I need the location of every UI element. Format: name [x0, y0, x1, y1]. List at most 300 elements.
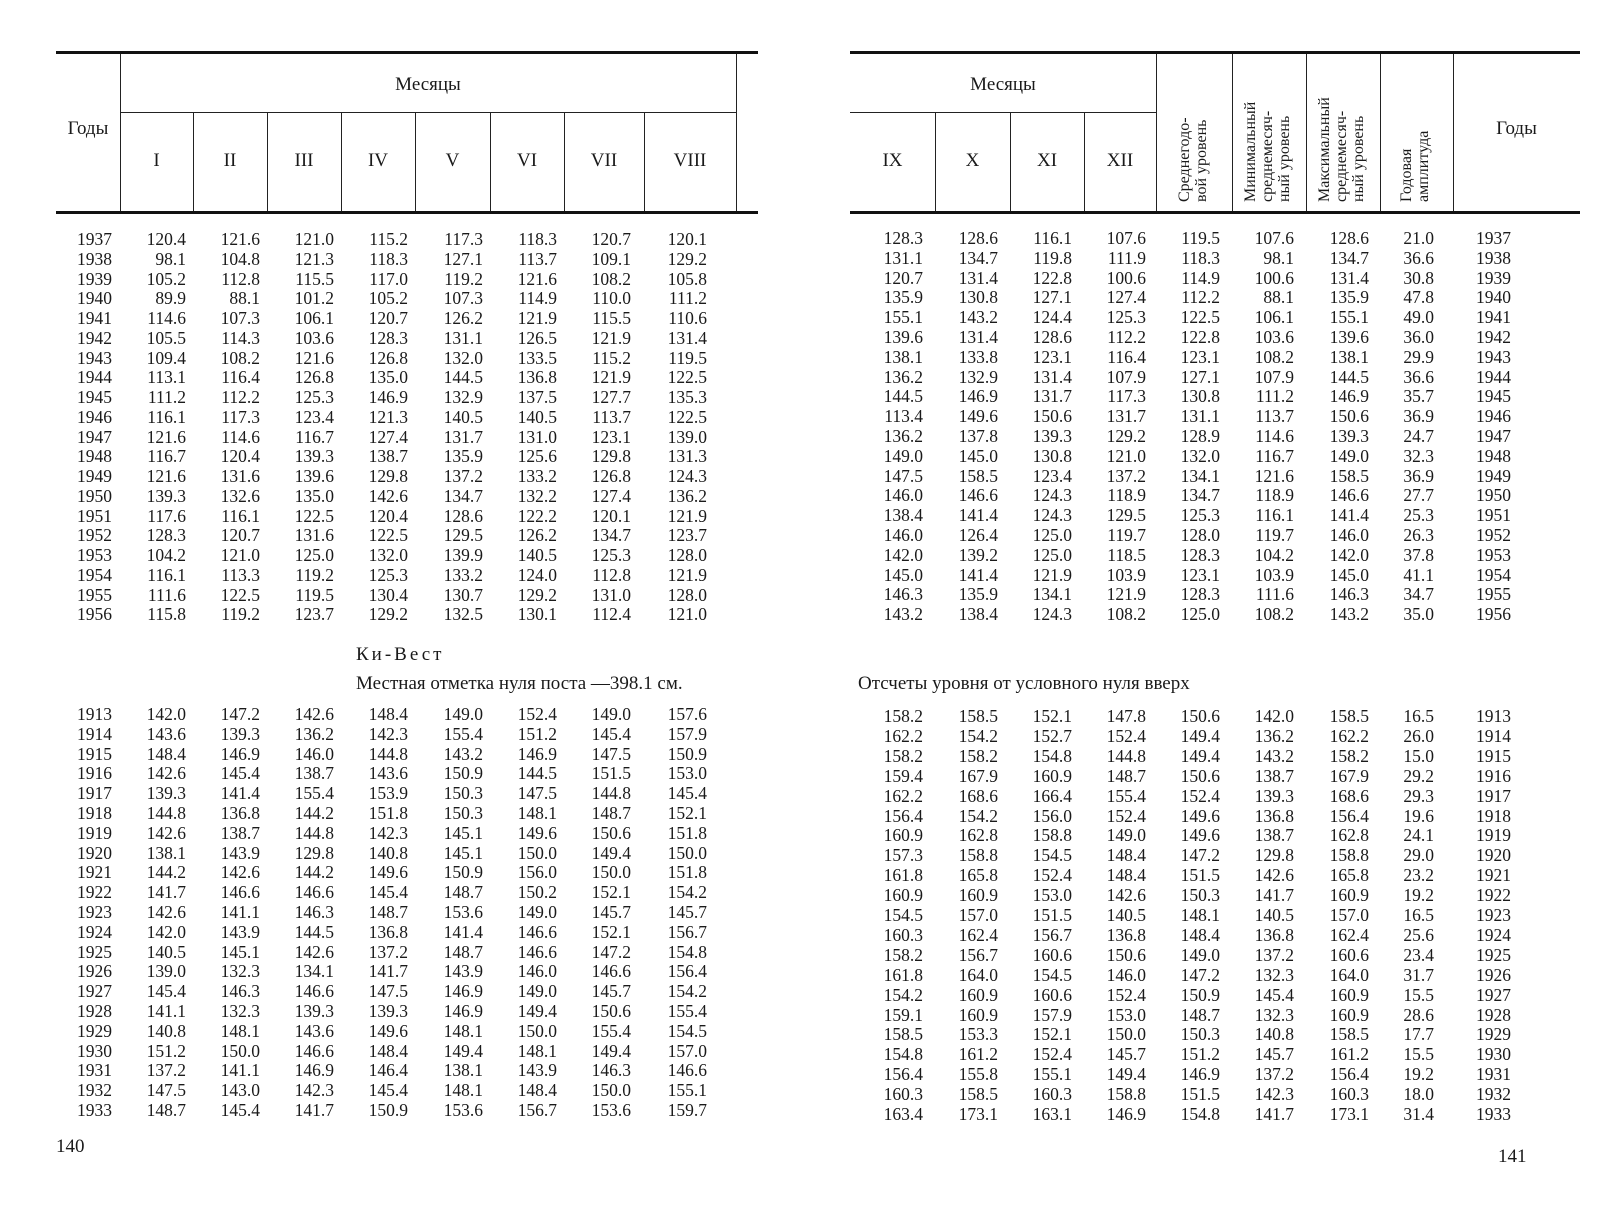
value-cell: 116.4: [221, 367, 260, 388]
value-cell: 149.0: [591, 704, 631, 724]
value-cell: 108.2: [1254, 346, 1294, 367]
value-cell: 121.9: [517, 308, 557, 328]
value-cell: 88.1: [229, 288, 260, 309]
value-cell: 118.5: [1107, 544, 1146, 565]
value-cell: 121.0: [1106, 445, 1146, 466]
value-cell: 150.3: [443, 803, 483, 823]
year-cell: 1925: [1476, 944, 1511, 965]
table-row: [0, 427, 800, 447]
value-cell: 157.9: [667, 723, 707, 744]
value-cell: 115.5: [592, 308, 631, 328]
value-cell: 32.3: [1403, 445, 1434, 466]
value-cell: 116.7: [295, 426, 334, 447]
value-cell: 142.0: [1254, 706, 1294, 726]
value-cell: 150.6: [1180, 706, 1220, 726]
value-cell: 148.4: [1106, 865, 1146, 886]
year-cell: 1919: [77, 822, 112, 843]
value-cell: 150.0: [667, 842, 707, 863]
table-row: [0, 328, 800, 348]
value-cell: 141.4: [958, 564, 998, 585]
value-cell: 107.9: [1254, 366, 1294, 387]
value-cell: 18.0: [1403, 1084, 1434, 1105]
value-cell: 145.1: [220, 941, 260, 962]
value-cell: 151.2: [146, 1040, 186, 1061]
value-cell: 134.7: [1180, 485, 1220, 506]
value-cell: 120.4: [220, 446, 260, 467]
table-row: [0, 506, 800, 526]
value-cell: 150.6: [1032, 406, 1072, 427]
value-cell: 148.7: [443, 882, 483, 903]
year-cell: 1927: [77, 981, 112, 1002]
table-row: [800, 287, 1600, 307]
value-cell: 150.9: [1180, 984, 1220, 1005]
value-cell: 155.4: [591, 1020, 631, 1041]
value-cell: 151.2: [1180, 1044, 1220, 1065]
year-cell: 1942: [1476, 327, 1511, 347]
value-cell: 139.3: [1254, 785, 1294, 806]
value-cell: 16.5: [1403, 706, 1434, 726]
value-cell: 146.6: [517, 941, 557, 962]
value-cell: 168.6: [1329, 785, 1369, 806]
year-cell: 1946: [1476, 406, 1511, 427]
value-cell: 121.3: [294, 248, 334, 269]
value-cell: 154.5: [883, 905, 923, 925]
year-cell: 1949: [1476, 465, 1511, 486]
value-cell: 146.6: [667, 1060, 707, 1081]
value-cell: 128.3: [368, 327, 408, 348]
value-cell: 146.9: [294, 1060, 334, 1081]
value-cell: 160.3: [1329, 1084, 1369, 1105]
value-cell: 146.0: [1329, 525, 1369, 545]
value-cell: 156.7: [958, 944, 998, 965]
value-cell: 147.5: [883, 465, 923, 486]
value-cell: 146.9: [1329, 386, 1369, 407]
value-cell: 141.4: [220, 783, 260, 804]
value-cell: 121.9: [591, 327, 631, 348]
value-cell: 30.8: [1403, 267, 1434, 288]
value-cell: 142.6: [146, 763, 186, 784]
value-cell: 115.8: [147, 604, 186, 625]
value-cell: 162.4: [1329, 924, 1369, 945]
year-cell: 1927: [1476, 984, 1511, 1005]
month-header: VI: [516, 150, 538, 171]
value-cell: 143.6: [294, 1020, 334, 1041]
table-row: [0, 1080, 800, 1100]
value-cell: 121.9: [591, 367, 631, 388]
value-cell: 153.0: [1106, 1004, 1146, 1025]
value-cell: 164.0: [958, 964, 998, 985]
month-header: V: [445, 150, 460, 171]
value-cell: 107.3: [220, 308, 260, 328]
value-cell: 144.5: [443, 367, 483, 388]
value-cell: 29.2: [1403, 765, 1434, 786]
value-cell: 145.1: [443, 822, 483, 843]
value-cell: 120.4: [368, 505, 408, 526]
value-cell: 157.6: [667, 704, 707, 724]
table-row: [0, 1021, 800, 1041]
annual-amplitude-header: Годовая амплитуда: [1398, 130, 1432, 202]
value-cell: 138.1: [883, 346, 923, 367]
table-row: [800, 386, 1600, 406]
value-cell: 149.6: [517, 822, 557, 843]
value-cell: 120.4: [146, 229, 186, 249]
value-cell: 142.0: [1329, 544, 1369, 565]
value-cell: 145.4: [368, 882, 408, 903]
year-cell: 1930: [1476, 1044, 1511, 1065]
value-cell: 129.2: [517, 584, 557, 605]
value-cell: 158.2: [883, 745, 923, 766]
table-row: [800, 786, 1600, 806]
value-cell: 137.2: [1254, 1064, 1294, 1085]
value-cell: 122.8: [1180, 327, 1220, 347]
table-row: [0, 744, 800, 764]
value-cell: 149.4: [517, 1001, 557, 1021]
table-row: [0, 585, 800, 605]
value-cell: 157.0: [1329, 905, 1369, 925]
value-cell: 148.4: [146, 743, 186, 764]
value-cell: 146.9: [517, 743, 557, 764]
value-cell: 137.2: [1106, 465, 1146, 486]
value-cell: 150.0: [591, 862, 631, 883]
value-cell: 145.7: [591, 981, 631, 1002]
year-cell: 1924: [77, 921, 112, 942]
value-cell: 147.2: [220, 704, 260, 724]
station-name: Ки-Вест: [356, 644, 445, 665]
year-cell: 1946: [77, 406, 112, 427]
value-cell: 137.2: [443, 466, 483, 486]
value-cell: 125.3: [294, 387, 334, 407]
year-cell: 1919: [1476, 825, 1511, 846]
value-cell: 145.1: [443, 842, 483, 863]
value-cell: 131.6: [220, 466, 260, 486]
value-cell: 100.6: [1254, 267, 1294, 288]
value-cell: 158.8: [1329, 845, 1369, 866]
value-cell: 155.4: [1106, 785, 1146, 806]
value-cell: 146.9: [368, 387, 408, 407]
value-cell: 149.0: [1106, 825, 1146, 846]
value-cell: 143.9: [517, 1060, 557, 1081]
value-cell: 144.2: [294, 862, 334, 883]
value-cell: 160.9: [883, 885, 923, 906]
value-cell: 154.5: [667, 1020, 707, 1041]
value-cell: 105.5: [146, 327, 186, 348]
value-cell: 150.6: [1106, 944, 1146, 965]
value-cell: 146.3: [220, 981, 260, 1002]
year-cell: 1937: [1476, 228, 1511, 248]
value-cell: 141.7: [1254, 885, 1294, 906]
table-row: [800, 746, 1600, 766]
value-cell: 117.3: [221, 406, 260, 427]
value-cell: 138.4: [883, 505, 923, 526]
value-cell: 150.3: [1180, 1024, 1220, 1045]
table-row: [800, 845, 1600, 865]
value-cell: 26.3: [1403, 525, 1434, 545]
value-cell: 31.7: [1403, 964, 1434, 985]
value-cell: 161.2: [958, 1044, 998, 1065]
value-cell: 160.9: [958, 984, 998, 1005]
value-cell: 144.8: [368, 743, 408, 764]
value-cell: 147.2: [1180, 845, 1220, 866]
year-cell: 1939: [77, 268, 112, 289]
value-cell: 137.2: [146, 1060, 186, 1081]
value-cell: 138.7: [294, 763, 334, 784]
value-cell: 150.9: [368, 1100, 408, 1120]
value-cell: 146.0: [294, 743, 334, 764]
value-cell: 148.4: [517, 1080, 557, 1101]
value-cell: 138.1: [443, 1060, 483, 1081]
value-cell: 117.6: [147, 505, 186, 526]
value-cell: 145.7: [591, 902, 631, 922]
table-row: [800, 726, 1600, 746]
value-cell: 21.0: [1403, 228, 1434, 248]
value-cell: 108.2: [220, 347, 260, 368]
value-cell: 120.1: [591, 505, 631, 526]
table-row: [0, 783, 800, 803]
value-cell: 131.0: [591, 584, 631, 605]
value-cell: 138.1: [1329, 346, 1369, 367]
value-cell: 112.2: [221, 387, 260, 407]
value-cell: 131.1: [1180, 406, 1220, 427]
value-cell: 119.2: [295, 564, 334, 585]
value-cell: 98.1: [155, 248, 186, 269]
value-cell: 128.3: [1180, 584, 1220, 605]
year-cell: 1953: [1476, 544, 1511, 565]
value-cell: 121.6: [1254, 465, 1294, 486]
value-cell: 142.6: [294, 941, 334, 962]
value-cell: 89.9: [155, 288, 186, 309]
value-cell: 129.8: [294, 842, 334, 863]
value-cell: 107.6: [1106, 228, 1146, 248]
table-row: [0, 367, 800, 387]
value-cell: 34.7: [1403, 584, 1434, 605]
value-cell: 31.4: [1403, 1104, 1434, 1124]
year-cell: 1915: [77, 743, 112, 764]
value-cell: 146.9: [220, 743, 260, 764]
value-cell: 156.4: [883, 805, 923, 826]
value-cell: 119.5: [295, 584, 334, 605]
value-cell: 134.7: [1329, 247, 1369, 268]
value-cell: 139.6: [1329, 327, 1369, 347]
table-row: [800, 885, 1600, 905]
value-cell: 154.8: [883, 1044, 923, 1065]
value-cell: 137.8: [958, 426, 998, 446]
value-cell: 132.5: [443, 604, 483, 625]
value-cell: 158.8: [958, 845, 998, 866]
value-cell: 129.5: [443, 525, 483, 546]
value-cell: 128.0: [667, 545, 707, 565]
table-row: [800, 406, 1600, 426]
year-cell: 1941: [1476, 307, 1511, 328]
table-row: [800, 268, 1600, 288]
value-cell: 158.5: [958, 1084, 998, 1105]
value-cell: 150.6: [1329, 406, 1369, 427]
value-cell: 130.8: [958, 287, 998, 308]
value-cell: 142.6: [220, 862, 260, 883]
table-row: [0, 882, 800, 902]
value-cell: 145.0: [958, 445, 998, 466]
year-cell: 1943: [77, 347, 112, 368]
month-header: XI: [1036, 150, 1058, 171]
year-cell: 1917: [77, 783, 112, 804]
value-cell: 134.7: [591, 525, 631, 546]
value-cell: 104.8: [220, 248, 260, 269]
value-cell: 149.6: [1180, 825, 1220, 846]
value-cell: 136.2: [1254, 725, 1294, 746]
value-cell: 147.5: [368, 981, 408, 1002]
value-cell: 121.0: [294, 229, 334, 249]
value-cell: 156.4: [1329, 805, 1369, 826]
station-note: Отсчеты уровня от условного нуля вверх: [858, 673, 1190, 694]
value-cell: 124.3: [1032, 485, 1072, 506]
table-row: [800, 565, 1600, 585]
value-cell: 161.8: [883, 865, 923, 886]
value-cell: 114.9: [1181, 267, 1220, 288]
value-cell: 140.5: [1254, 905, 1294, 925]
value-cell: 126.8: [294, 367, 334, 388]
value-cell: 149.4: [1106, 1064, 1146, 1085]
year-cell: 1952: [1476, 525, 1511, 545]
value-cell: 109.1: [591, 248, 631, 269]
value-cell: 146.0: [883, 485, 923, 506]
value-cell: 142.0: [146, 704, 186, 724]
value-cell: 128.0: [1180, 525, 1220, 545]
value-cell: 146.6: [1329, 485, 1369, 506]
value-cell: 158.2: [1329, 745, 1369, 766]
year-cell: 1953: [77, 545, 112, 565]
value-cell: 131.7: [1106, 406, 1146, 427]
value-cell: 121.9: [667, 564, 707, 585]
value-cell: 125.0: [294, 545, 334, 565]
value-cell: 126.4: [958, 525, 998, 545]
value-cell: 125.3: [1106, 307, 1146, 328]
value-cell: 148.1: [443, 1020, 483, 1041]
value-cell: 113.7: [592, 406, 631, 427]
value-cell: 158.8: [1106, 1084, 1146, 1105]
value-cell: 154.8: [1032, 745, 1072, 766]
table-row: [0, 229, 800, 249]
value-cell: 152.1: [1032, 1024, 1072, 1045]
year-cell: 1913: [77, 704, 112, 724]
value-cell: 149.0: [517, 981, 557, 1002]
value-cell: 166.4: [1032, 785, 1072, 806]
year-cell: 1926: [1476, 964, 1511, 985]
value-cell: 141.7: [146, 882, 186, 903]
year-cell: 1933: [77, 1100, 112, 1120]
value-cell: 146.3: [883, 584, 923, 605]
value-cell: 103.9: [1106, 564, 1146, 585]
year-cell: 1929: [77, 1020, 112, 1041]
value-cell: 113.7: [518, 248, 557, 269]
value-cell: 120.7: [591, 229, 631, 249]
month-header: I: [153, 150, 160, 171]
value-cell: 144.5: [883, 386, 923, 407]
month-header: II: [223, 150, 237, 171]
table-row: [0, 961, 800, 981]
value-cell: 148.4: [368, 1040, 408, 1061]
value-cell: 146.0: [1106, 964, 1146, 985]
value-cell: 132.0: [443, 347, 483, 368]
value-cell: 148.7: [443, 941, 483, 962]
table-row: [800, 327, 1600, 347]
header-divider: [736, 54, 737, 211]
value-cell: 105.8: [667, 268, 707, 289]
value-cell: 114.3: [221, 327, 260, 348]
value-cell: 26.0: [1403, 725, 1434, 746]
value-cell: 148.7: [368, 902, 408, 922]
value-cell: 123.4: [1032, 465, 1072, 486]
value-cell: 135.9: [958, 584, 998, 605]
value-cell: 123.1: [1032, 346, 1072, 367]
value-cell: 123.1: [1180, 346, 1220, 367]
value-cell: 122.5: [220, 584, 260, 605]
year-cell: 1921: [1476, 865, 1511, 886]
value-cell: 29.9: [1403, 346, 1434, 367]
value-cell: 158.5: [1329, 1024, 1369, 1045]
value-cell: 116.1: [147, 406, 186, 427]
value-cell: 147.5: [146, 1080, 186, 1101]
value-cell: 142.6: [294, 704, 334, 724]
value-cell: 155.4: [294, 783, 334, 804]
value-cell: 128.6: [958, 228, 998, 248]
table-row: [800, 426, 1600, 446]
year-cell: 1922: [77, 882, 112, 903]
value-cell: 156.7: [517, 1100, 557, 1120]
value-cell: 152.1: [591, 882, 631, 903]
year-cell: 1951: [1476, 505, 1511, 526]
right-table-header: [850, 51, 1580, 214]
value-cell: 121.0: [667, 604, 707, 625]
value-cell: 159.7: [667, 1100, 707, 1120]
value-cell: 131.6: [294, 525, 334, 546]
value-cell: 143.9: [443, 961, 483, 982]
value-cell: 146.0: [517, 961, 557, 982]
value-cell: 148.1: [1180, 905, 1220, 925]
value-cell: 113.7: [1255, 406, 1294, 427]
value-cell: 155.1: [1032, 1064, 1072, 1085]
table-row: [800, 925, 1600, 945]
value-cell: 149.0: [1180, 944, 1220, 965]
value-cell: 153.3: [958, 1024, 998, 1045]
value-cell: 131.4: [958, 327, 998, 347]
value-cell: 160.9: [1329, 885, 1369, 906]
value-cell: 139.3: [1329, 426, 1369, 446]
table-row: [0, 308, 800, 328]
value-cell: 133.5: [517, 347, 557, 368]
value-cell: 158.5: [1329, 706, 1369, 726]
value-cell: 128.3: [1180, 544, 1220, 565]
value-cell: 121.9: [1032, 564, 1072, 585]
table-row: [0, 1041, 800, 1061]
value-cell: 134.7: [443, 485, 483, 506]
value-cell: 122.5: [294, 505, 334, 526]
value-cell: 122.5: [667, 367, 707, 388]
value-cell: 128.3: [883, 228, 923, 248]
value-cell: 115.2: [369, 229, 408, 249]
value-cell: 140.5: [517, 545, 557, 565]
value-cell: 119.7: [1255, 525, 1294, 545]
value-cell: 110.0: [592, 288, 631, 309]
value-cell: 142.0: [146, 921, 186, 942]
value-cell: 119.2: [444, 268, 483, 289]
value-cell: 41.1: [1403, 564, 1434, 585]
value-cell: 128.3: [146, 525, 186, 546]
value-cell: 121.6: [294, 347, 334, 368]
value-cell: 121.9: [1106, 584, 1146, 605]
value-cell: 126.2: [517, 525, 557, 546]
value-cell: 151.5: [1180, 865, 1220, 886]
table-row: [800, 1064, 1600, 1084]
value-cell: 152.4: [1180, 785, 1220, 806]
